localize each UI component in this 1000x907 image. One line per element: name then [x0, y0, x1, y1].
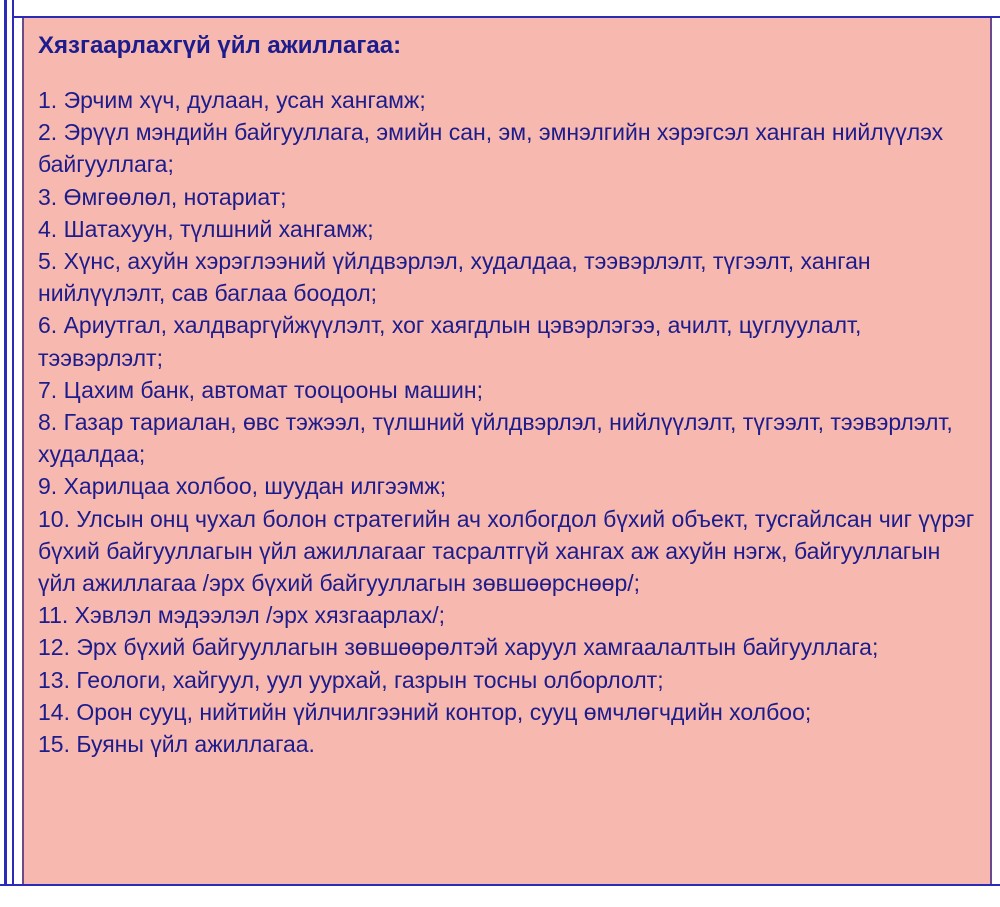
- list-item: 13. Геологи, хайгуул, уул уурхай, газрын тосны олборлолт;: [38, 666, 664, 693]
- list-item: 6. Ариутгал, халдваргүйжүүлэлт, хог хаягдлын цэвэрлэгээ, ачилт, цуглуулалт, тээвэрлэлт;: [38, 312, 862, 371]
- panel-title: Хязгаарлахгүй үйл ажиллагаа:: [38, 32, 402, 59]
- list-item: 11. Хэвлэл мэдээлэл /эрх хязгаарлах/;: [38, 602, 446, 629]
- list-item: 12. Эрх бүхий байгууллагын зөвшөөрөлтэй харуул хамгаалалтын байгууллага;: [38, 634, 879, 661]
- list-item: 4. Шатахуун, түлшний хангамж;: [38, 215, 374, 242]
- list-item: 14. Орон сууц, нийтийн үйлчилгээний контор, сууц өмчлөгчдийн холбоо;: [38, 698, 812, 725]
- top-strip: [14, 0, 1000, 18]
- list-item: 5. Хүнс, ахуйн хэрэглээний үйлдвэрлэл, худалдаа, тээвэрлэлт, түгээлт, ханган нийлүүлэлт, сав баглаа боодол;: [38, 248, 871, 307]
- bottom-border-line: [0, 884, 1000, 886]
- list-item: 15. Буяны үйл ажиллагаа.: [38, 731, 315, 758]
- list-item: 2. Эрүүл мэндийн байгууллага, эмийн сан, эм, эмнэлгийн хэрэгсэл ханган нийлүүлэх байгууллага;: [38, 119, 944, 178]
- list-item: 8. Газар тариалан, өвс тэжээл, түлшний үйлдвэрлэл, нийлүүлэлт, түгээлт, тээвэрлэлт, худалдаа;: [38, 409, 953, 468]
- list-item: 10. Улсын онц чухал болон стратегийн ач холбогдол бүхий объект, тусгайлсан чиг үүрэг бүхий байгууллагын үйл ажиллагааг тасралтгүй хангах аж ахуйн нэгж, байгууллагын үйл ажиллагаа /эрх бүхий байгууллагын зөвшөөрснөөр/;: [38, 505, 975, 597]
- list-item: 7. Цахим банк, автомат тооцооны машин;: [38, 376, 483, 403]
- list-item: 1. Эрчим хүч, дулаан, усан хангамж;: [38, 87, 426, 113]
- exempt-activities-list: [38, 84, 983, 760]
- left-border-rail: [4, 0, 7, 886]
- inner-border-rail: [12, 0, 14, 886]
- list-item: 3. Өмгөөлөл, нотариат;: [38, 183, 287, 210]
- restrictions-exempt-panel: [22, 18, 992, 884]
- list-item: 9. Харилцаа холбоо, шуудан илгээмж;: [38, 473, 447, 500]
